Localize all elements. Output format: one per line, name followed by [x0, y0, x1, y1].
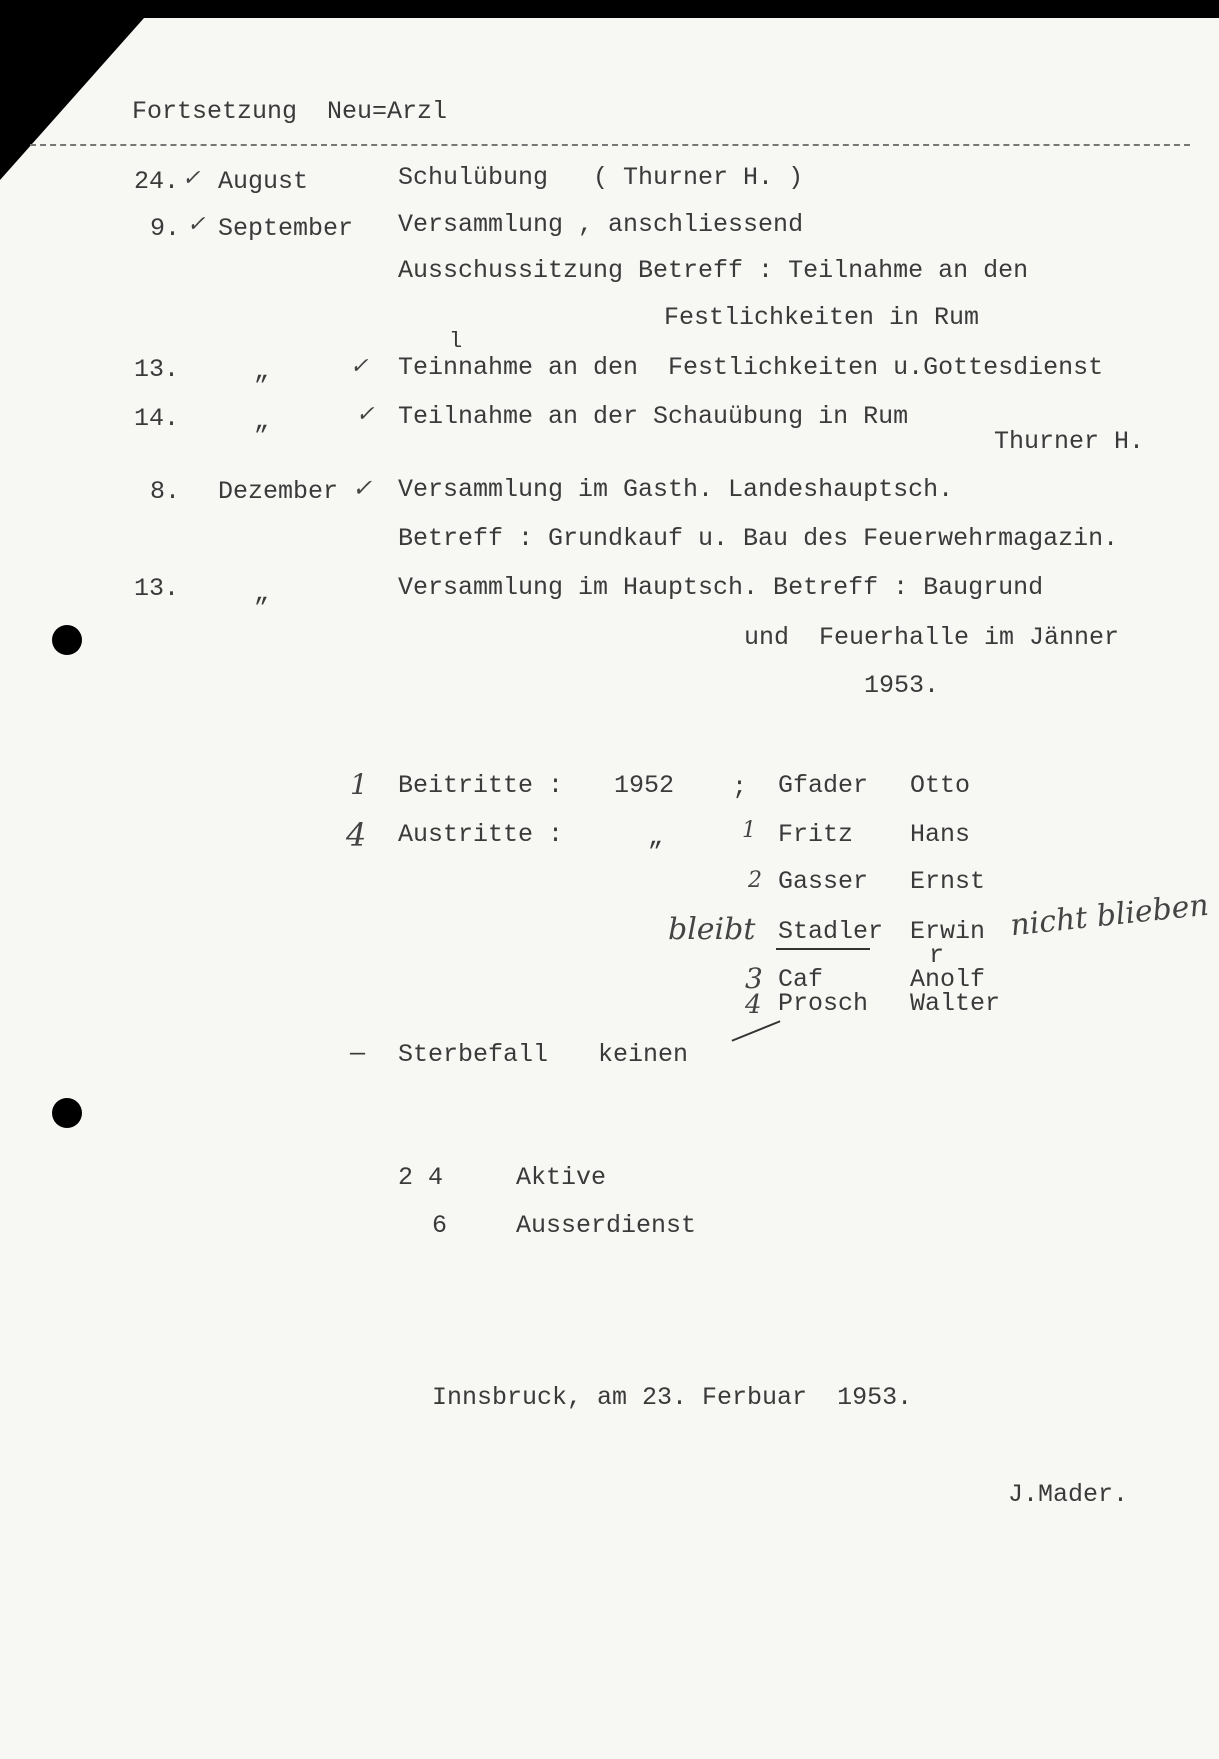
signature: J.Mader. [1008, 1480, 1129, 1509]
beitritte-surname: Gfader [778, 771, 869, 800]
beitritte-year: 1952 [614, 771, 675, 800]
sterbefall-label: Sterbefall [398, 1040, 549, 1069]
austritte-mark-4: 3 [745, 962, 763, 995]
check-mark-icon: ✓ [350, 354, 369, 379]
austritte-mark-1: 1 [742, 818, 756, 843]
entry-3-superscript: l [449, 329, 463, 354]
entry-5-line-2: Betreff : Grundkauf u. Bau des Feuerwehrmagazin. [398, 524, 1119, 553]
header-divider [30, 144, 1190, 146]
entry-5-date: 8. [150, 477, 181, 506]
austritte-surname-5: Prosch [778, 989, 869, 1018]
austritte-firstname-2: Ernst [910, 867, 986, 896]
austritte-year: „ [648, 823, 664, 852]
entry-5-line-1: Versammlung im Gasth. Landeshauptsch. [398, 475, 954, 504]
check-mark-icon: ✓ [356, 402, 375, 427]
stat-number-1: 2 4 [398, 1163, 444, 1192]
entry-6-line-2: und Feuerhalle im Jänner [744, 623, 1120, 652]
entry-6-line-3: 1953. [864, 671, 940, 700]
scan-edge-top [0, 0, 1219, 18]
check-mark-icon: ✓ [182, 166, 201, 191]
stat-label-2: Ausserdienst [516, 1211, 697, 1240]
sterbefall-value: keinen [598, 1040, 689, 1069]
handwritten-note-left: bleibt [668, 912, 756, 947]
entry-5-month: Dezember [218, 477, 339, 506]
entry-1-line-1: Schulübung ( Thurner H. ) [398, 163, 804, 192]
entry-6-date: 13. [134, 574, 180, 603]
entry-2-line-1: Versammlung , anschliessend [398, 210, 804, 239]
austritte-surname-1: Fritz [778, 820, 854, 849]
austritte-surname-2: Gasser [778, 867, 869, 896]
entry-4-date: 14. [134, 404, 180, 433]
stat-label-1: Aktive [516, 1163, 607, 1192]
header: Fortsetzung Neu=Arzl [132, 97, 448, 126]
beitritte-separator: ; [732, 773, 748, 802]
austritte-surname-4: Caf [778, 965, 824, 994]
austritte-count-mark: 4 [346, 816, 367, 854]
entry-4-month: „ [254, 407, 270, 436]
austritte-mark-5: 4 [745, 990, 762, 1020]
austritte-superscript-4: r [929, 941, 945, 970]
punch-hole-top [52, 625, 82, 655]
entry-2-line-2: Ausschussitzung Betreff : Teilnahme an den [398, 256, 1029, 285]
entry-2-month: September [218, 214, 354, 243]
entry-3-date: 13. [134, 355, 180, 384]
entry-3-month: „ [254, 357, 270, 386]
austritte-surname-3: Stadler [778, 917, 884, 946]
strike-stroke [732, 1020, 781, 1041]
sterbefall-dash: — [350, 1039, 366, 1068]
place-date: Innsbruck, am 23. Ferbuar 1953. [432, 1383, 913, 1412]
check-mark-icon: ✓ [352, 474, 373, 502]
entry-3-line-1: Teinnahme an den Festlichkeiten u.Gottesdienst [398, 353, 1104, 382]
entry-1-month: August [218, 167, 309, 196]
beitritte-firstname: Otto [910, 771, 971, 800]
entry-2-line-3: Festlichkeiten in Rum [664, 303, 980, 332]
beitritte-label: Beitritte : [398, 771, 564, 800]
austritte-mark-2: 2 [748, 868, 762, 893]
stat-number-2: 6 [432, 1211, 448, 1240]
check-mark-icon: ✓ [187, 212, 206, 237]
entry-1-date: 24. [134, 167, 180, 196]
handwritten-note-right: nicht blieben [1008, 887, 1211, 944]
entry-4-line-1: Teilnahme an der Schauübung in Rum [398, 402, 909, 431]
underline-stroke [776, 948, 870, 950]
folded-corner [0, 0, 160, 180]
austritte-firstname-4: Anolf [910, 965, 986, 994]
beitritte-count-mark: 1 [350, 768, 368, 801]
austritte-firstname-3: Erwin [910, 917, 986, 946]
austritte-firstname-5: Walter [910, 989, 1001, 1018]
austritte-firstname-1: Hans [910, 820, 971, 849]
entry-4-line-2: Thurner H. [994, 427, 1145, 456]
entry-6-month: „ [254, 579, 270, 608]
entry-6-line-1: Versammlung im Hauptsch. Betreff : Baugrund [398, 573, 1044, 602]
entry-2-date: 9. [150, 214, 181, 243]
punch-hole-bottom [52, 1098, 82, 1128]
austritte-label: Austritte : [398, 820, 564, 849]
